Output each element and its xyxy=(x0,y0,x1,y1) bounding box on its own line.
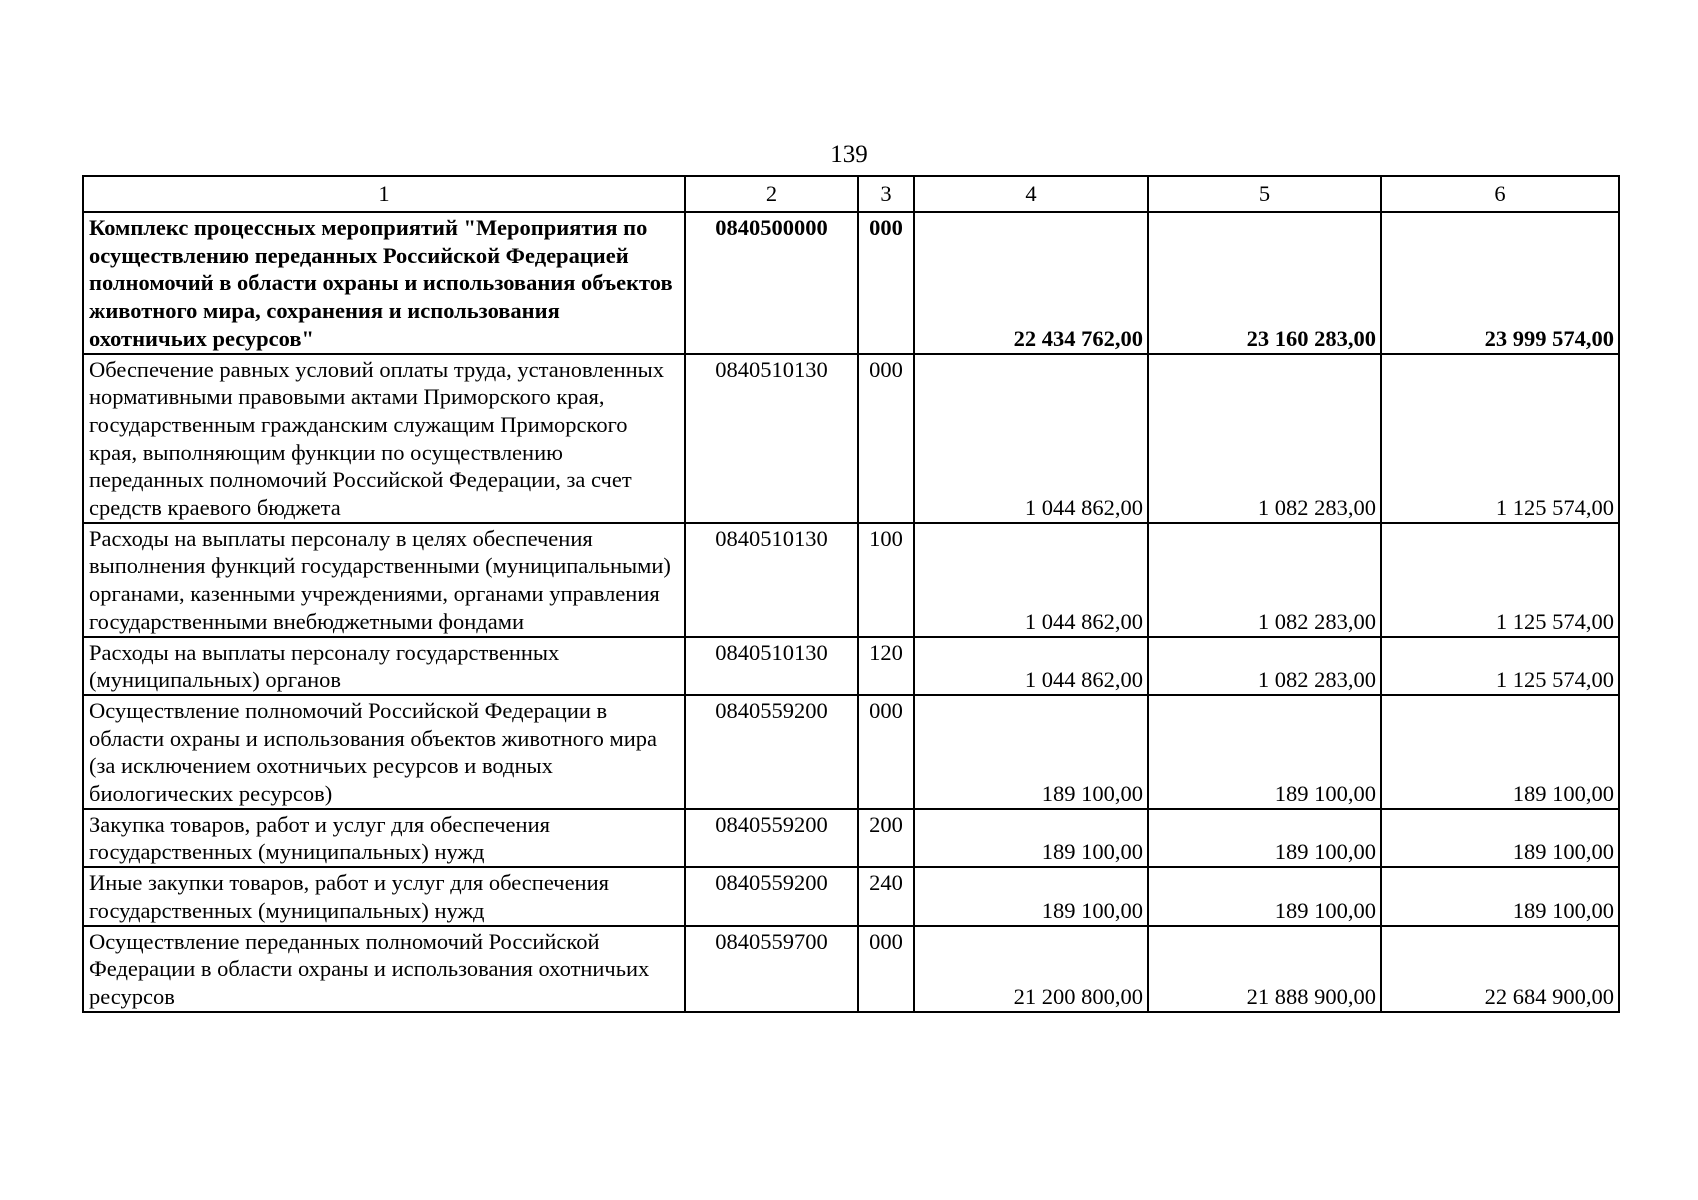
row-amount-col5: 189 100,00 xyxy=(1148,867,1381,925)
row-name: Закупка товаров, работ и услуг для обеспечения государственных (муниципальных) нужд xyxy=(83,809,685,867)
column-header-6: 6 xyxy=(1381,176,1619,212)
row-amount-col4: 1 044 862,00 xyxy=(914,637,1148,695)
row-expense-type: 100 xyxy=(858,523,914,637)
row-amount-col6: 1 125 574,00 xyxy=(1381,354,1619,523)
table-row xyxy=(83,926,1619,1012)
row-amount-col6: 189 100,00 xyxy=(1381,867,1619,925)
row-amount-col4: 189 100,00 xyxy=(914,867,1148,925)
column-header-4: 4 xyxy=(914,176,1148,212)
row-amount-col4: 1 044 862,00 xyxy=(914,523,1148,637)
row-amount-col5: 23 160 283,00 xyxy=(1148,212,1381,354)
table-row xyxy=(83,212,1619,354)
row-code: 0840559200 xyxy=(685,809,858,867)
row-amount-col5: 189 100,00 xyxy=(1148,809,1381,867)
row-amount-col6: 189 100,00 xyxy=(1381,809,1619,867)
row-code: 0840559200 xyxy=(685,695,858,809)
row-amount-col4: 189 100,00 xyxy=(914,809,1148,867)
row-amount-col5: 189 100,00 xyxy=(1148,695,1381,809)
row-amount-col5: 1 082 283,00 xyxy=(1148,523,1381,637)
column-number-row xyxy=(83,176,1619,212)
table-row xyxy=(83,809,1619,867)
column-header-3: 3 xyxy=(858,176,914,212)
row-name: Расходы на выплаты персоналу в целях обеспечения выполнения функций государственными (муниципальными) органами, казенными учреждениями, органами управления государственными внебюджетными фондами xyxy=(83,523,685,637)
row-expense-type: 000 xyxy=(858,354,914,523)
row-amount-col5: 1 082 283,00 xyxy=(1148,354,1381,523)
row-expense-type: 240 xyxy=(858,867,914,925)
row-code: 0840559700 xyxy=(685,926,858,1012)
row-expense-type: 120 xyxy=(858,637,914,695)
row-amount-col4: 21 200 800,00 xyxy=(914,926,1148,1012)
column-header-2: 2 xyxy=(685,176,858,212)
row-amount-col6: 23 999 574,00 xyxy=(1381,212,1619,354)
row-code: 0840510130 xyxy=(685,637,858,695)
page-number: 139 xyxy=(830,141,868,168)
row-amount-col6: 1 125 574,00 xyxy=(1381,523,1619,637)
row-amount-col4: 189 100,00 xyxy=(914,695,1148,809)
column-header-1: 1 xyxy=(83,176,685,212)
row-name: Осуществление полномочий Российской Федерации в области охраны и использования объектов животного мира (за исключением охотничьих ресурсов и водных биологических ресурсов) xyxy=(83,695,685,809)
table-row xyxy=(83,523,1619,637)
row-name: Иные закупки товаров, работ и услуг для обеспечения государственных (муниципальных) нужд xyxy=(83,867,685,925)
table-row xyxy=(83,354,1619,523)
row-name: Комплекс процессных мероприятий "Мероприятия по осуществлению переданных Российской Федерацией полномочий в области охраны и использования объектов животного мира, сохранения и использования охотничьих ресурсов" xyxy=(83,212,685,354)
row-code: 0840510130 xyxy=(685,523,858,637)
row-code: 0840559200 xyxy=(685,867,858,925)
row-amount-col6: 1 125 574,00 xyxy=(1381,637,1619,695)
row-code: 0840510130 xyxy=(685,354,858,523)
row-expense-type: 200 xyxy=(858,809,914,867)
row-expense-type: 000 xyxy=(858,212,914,354)
row-amount-col6: 189 100,00 xyxy=(1381,695,1619,809)
row-expense-type: 000 xyxy=(858,695,914,809)
row-amount-col4: 1 044 862,00 xyxy=(914,354,1148,523)
column-header-5: 5 xyxy=(1148,176,1381,212)
budget-table xyxy=(82,175,1620,1013)
row-code: 0840500000 xyxy=(685,212,858,354)
table-row xyxy=(83,867,1619,925)
row-amount-col5: 21 888 900,00 xyxy=(1148,926,1381,1012)
row-name: Обеспечение равных условий оплаты труда, установленных нормативными правовыми актами Приморского края, государственным гражданским служащим Приморского края, выполняющим функции по осуществлению переданных полномочий Российской Федерации, за счет средств краевого бюджета xyxy=(83,354,685,523)
table-row xyxy=(83,695,1619,809)
row-amount-col4: 22 434 762,00 xyxy=(914,212,1148,354)
row-amount-col6: 22 684 900,00 xyxy=(1381,926,1619,1012)
row-name: Расходы на выплаты персоналу государственных (муниципальных) органов xyxy=(83,637,685,695)
row-expense-type: 000 xyxy=(858,926,914,1012)
row-amount-col5: 1 082 283,00 xyxy=(1148,637,1381,695)
table-row xyxy=(83,637,1619,695)
row-name: Осуществление переданных полномочий Российской Федерации в области охраны и использования охотничьих ресурсов xyxy=(83,926,685,1012)
